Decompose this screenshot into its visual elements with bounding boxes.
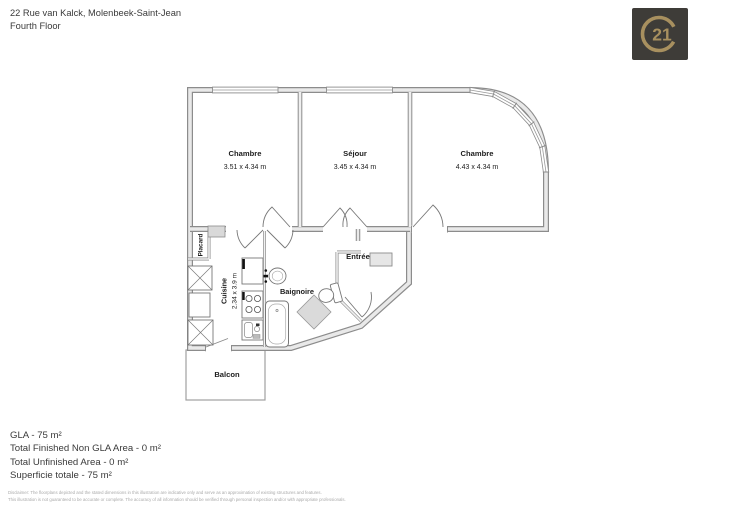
counter-box <box>189 293 210 317</box>
label-sejour: Séjour <box>343 149 367 158</box>
label-cuisine: Cuisine <box>219 278 229 304</box>
dims-cuisine: 2.34 x 3.9 m <box>231 272 239 310</box>
label-entree: Entrée <box>346 252 370 261</box>
window-curved-corner <box>470 87 549 172</box>
dims-chambre1: 3.51 x 4.34 m <box>223 164 267 171</box>
disclaimer <box>8 489 346 503</box>
wall-stub <box>208 226 225 237</box>
disclaimer-line2: This illustration is not guaranteed to be accurate or complete. The accuracy of all information should be verified through personal inspection and/or with appropriate professionals. <box>8 497 346 502</box>
door-sejour-right <box>343 208 367 227</box>
floor-line: Fourth Floor <box>10 21 61 31</box>
logo-21-text: 21 <box>652 24 672 45</box>
bathroom-sink <box>269 268 286 284</box>
stove <box>242 291 263 318</box>
door-chambre1 <box>263 207 290 227</box>
door-kitchen <box>237 230 263 248</box>
summary-total: Superficie totale - 75 m² <box>10 470 112 482</box>
label-baignoire: Baignoire <box>279 287 315 296</box>
summary-gla: GLA - 75 m² <box>10 430 62 441</box>
disclaimer-line1: Disclaimer: The floorplans depicted and the stated dimensions in this illustration are indicative only and serve as an approximation of existing structures and features. <box>8 490 322 495</box>
sink-tap <box>265 280 268 283</box>
dims-chambre2: 4.43 x 4.34 m <box>455 164 499 171</box>
door-bathroom <box>267 230 293 248</box>
label-chambre1: Chambre <box>228 149 262 158</box>
fridge <box>242 258 263 284</box>
sink-tap <box>265 269 268 272</box>
label-placard: Placard <box>197 233 205 257</box>
label-balcon: Balcon <box>214 370 240 379</box>
label-chambre2: Chambre <box>460 149 494 158</box>
address-line: 22 Rue van Kalck, Molenbeek-Saint-Jean <box>10 8 182 18</box>
entree-pillar <box>370 253 392 266</box>
door-chambre2 <box>413 205 443 227</box>
windows <box>213 87 550 172</box>
summary-unfinished: Total Unfinished Area - 0 m² <box>10 456 129 468</box>
dims-sejour: 3.45 x 4.34 m <box>333 164 377 171</box>
summary-non-gla: Total Finished Non GLA Area - 0 m² <box>10 443 161 455</box>
door-sejour-left <box>323 208 347 227</box>
area-summary <box>10 429 161 483</box>
